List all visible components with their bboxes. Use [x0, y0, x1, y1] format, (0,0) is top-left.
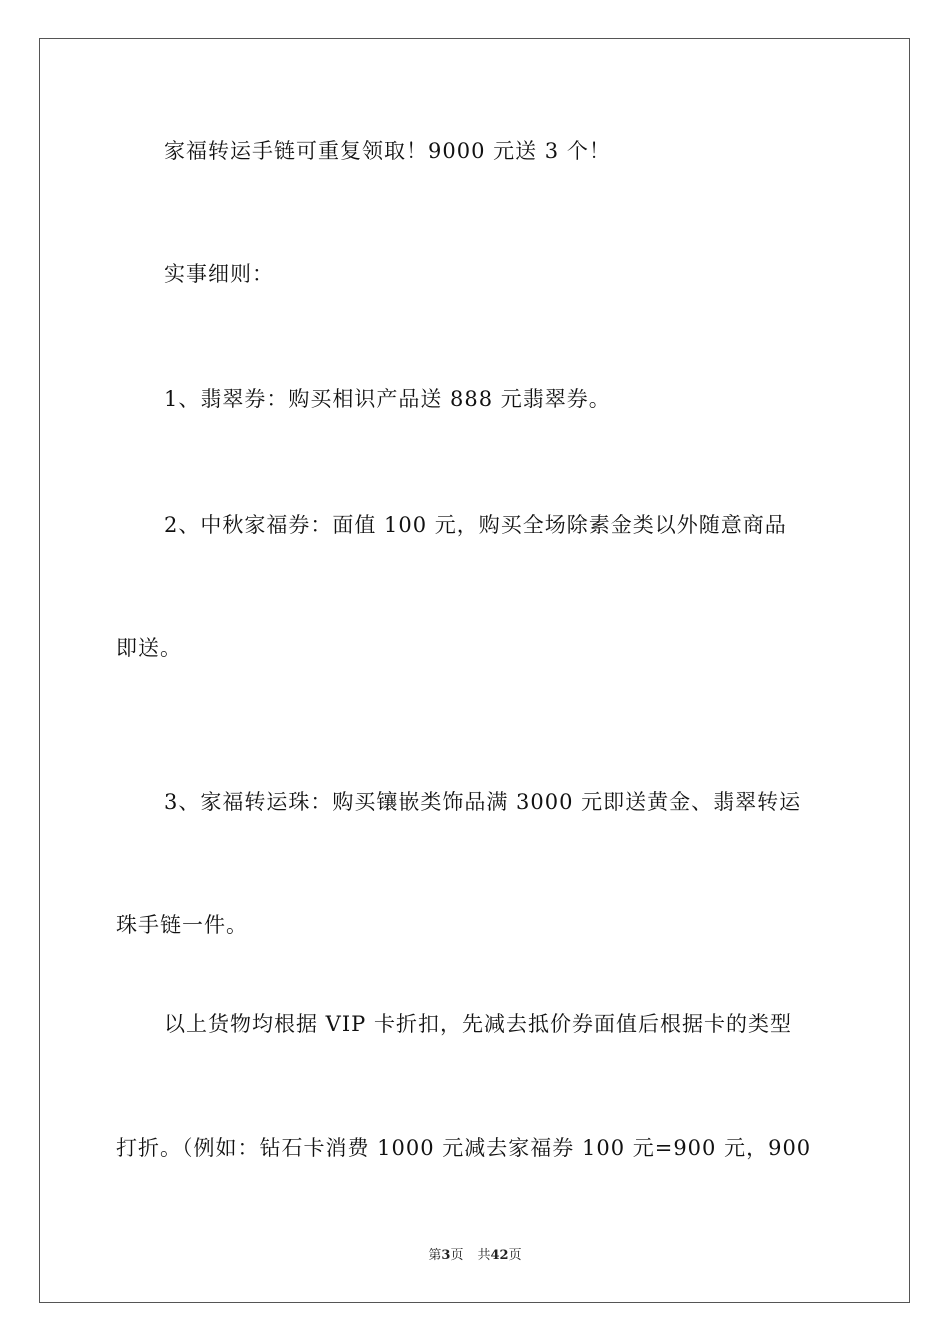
paragraph-line-9: 打折。（例如：钻石卡消费 1000 元减去家福券 100 元=900 元，900 — [116, 1136, 812, 1160]
paragraph-line-5: 即送。 — [116, 636, 182, 660]
paragraph-line-1: 家福转运手链可重复领取！9000 元送 3 个！ — [164, 139, 611, 163]
footer-total-suffix: 页 — [508, 1248, 522, 1263]
paragraph-line-7: 珠手链一件。 — [116, 913, 248, 937]
footer-page-suffix: 页 — [450, 1248, 464, 1263]
footer-page-prefix: 第 — [428, 1248, 442, 1263]
footer-page-number: 3 — [441, 1248, 451, 1263]
paragraph-line-2: 实事细则： — [164, 262, 274, 286]
page-border — [39, 38, 910, 1303]
footer-total-pages: 42 — [490, 1248, 509, 1263]
paragraph-line-8: 以上货物均根据 VIP 卡折扣，先减去抵价券面值后根据卡的类型 — [164, 1012, 792, 1036]
page-footer — [0, 1247, 950, 1265]
paragraph-line-3: 1、翡翠券：购买相识产品送 888 元翡翠券。 — [164, 387, 611, 411]
footer-total-prefix: 共 — [477, 1248, 491, 1263]
paragraph-line-6: 3、家福转运珠：购买镶嵌类饰品满 3000 元即送黄金、翡翠转运 — [164, 790, 802, 814]
paragraph-line-4: 2、中秋家福券：面值 100 元，购买全场除素金类以外随意商品 — [164, 513, 787, 537]
